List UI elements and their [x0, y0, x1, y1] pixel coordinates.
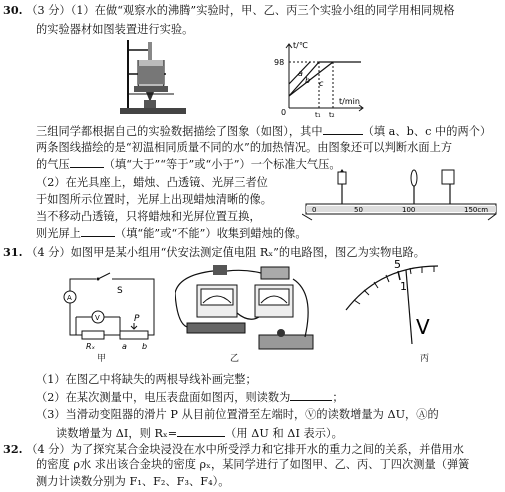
q32-line2: 的密度 ρ水 求出该合金块的密度 ρₓ，某同学进行了如图甲、乙、丙、丁四次测量（弹簧: [36, 458, 470, 471]
dial-unit-label: V: [416, 315, 430, 339]
q31-sub2-end: ；: [332, 391, 344, 404]
circuit-rx-label: Rₓ: [86, 342, 96, 351]
dial-number-5: 5: [394, 258, 401, 271]
q30-line9-start: 则光屏上: [36, 227, 81, 240]
q31-sub4-start: 读数增量为 ΔI，则 Rₓ=: [56, 427, 178, 440]
graph-line-a-label: a: [298, 69, 303, 78]
q30-line2: 的实验器材如图装置进行实验。: [36, 23, 194, 36]
fig-yi-label: 乙: [230, 354, 240, 364]
q30-line6: （2）在光具座上，蜡烛、凸透镜、光屏三者位: [36, 176, 268, 189]
graph-t2-label: t₂: [329, 111, 335, 118]
q30-line8: 当不移动凸透镜，只将蜡烛和光屏位置互换，: [36, 210, 261, 223]
circuit-switch-label: S: [117, 286, 123, 296]
graph-origin-label: 0: [281, 108, 287, 117]
bench-tick-100: 100: [402, 206, 416, 214]
circuit-ammeter-label: A: [67, 294, 72, 302]
graph-y-axis-label: t/℃: [293, 41, 308, 50]
q30-line9: [36, 226, 307, 241]
q30-line5: [36, 157, 341, 172]
q30-blank-image[interactable]: [81, 226, 115, 237]
graph-y-98-label: 98: [274, 58, 285, 67]
q32-line3: 测力计读数分别为 F₁、F₂、F₃、F₄）。: [36, 475, 230, 488]
q31-blank-rx[interactable]: [177, 426, 225, 437]
q30-line9-end: （填“能”或“不能”）收集到蜡烛的像。: [114, 227, 307, 240]
graph-line-c-label: c: [319, 79, 324, 88]
q31-blank-reading[interactable]: [290, 390, 332, 401]
q31-number: 31.: [3, 245, 23, 259]
graph-t1-label: t₁: [315, 111, 321, 118]
q30-line3-start: 三组同学都根据自己的实验数据描绘了图象（如图），其中: [36, 125, 323, 138]
q31-sub4: [56, 426, 343, 441]
q31-line1-text: （4 分）如图甲是某小组用“伏安法测定值电阻 Rₓ”的电路图，图乙为实物电路。: [26, 246, 426, 259]
circuit-terminal-a-label: a: [122, 342, 127, 351]
q30-line7: 于如图所示位置时，光屏上出现蜡烛清晰的像。: [36, 193, 272, 206]
q30-line5-start: 的气压: [36, 158, 70, 171]
q31-sub2: [36, 390, 344, 405]
circuit-voltmeter-label: V: [95, 314, 100, 322]
voltmeter-dial-bing: [340, 258, 450, 358]
q30-line1-text: （3 分）（1）在做“观察水的沸腾”实验时，甲、乙、丙三个实验小组的同学用相同规格: [26, 4, 455, 17]
graph-line-b-label: b: [305, 76, 311, 85]
circuit-slider-label: P: [134, 314, 140, 324]
circuit-terminal-b-label: b: [142, 342, 148, 351]
q30-number: 30.: [3, 3, 23, 17]
q31-sub3: （3）当滑动变阻器的滑片 P 从目前位置滑至左端时，Ⓥ的读数增量为 ΔU，Ⓐ的: [36, 408, 439, 421]
q32-line1: [3, 442, 464, 457]
optical-bench-figure: [302, 168, 502, 224]
physical-circuit-yi: [175, 263, 320, 355]
temperature-time-graph: [273, 40, 368, 118]
bench-tick-150: 150cm: [464, 206, 489, 214]
q30-blank-lines[interactable]: [323, 124, 363, 135]
bench-tick-0: 0: [312, 206, 317, 214]
q32-line1-text: （4 分）为了探究某合金块浸没在水中所受浮力和它排开水的重力之间的关系，并借用水: [26, 443, 465, 456]
q30-line1: [3, 3, 455, 18]
q32-number: 32.: [3, 442, 23, 456]
q30-line5-end: （填“大于”“等于”或“小于”）一个标准大气压。: [103, 158, 341, 171]
graph-x-axis-label: t/min: [339, 97, 360, 106]
circuit-diagram-jia: [60, 265, 165, 355]
fig-bing-label: 丙: [420, 354, 430, 364]
q31-sub1: （1）在图乙中将缺失的两根导线补画完整；: [36, 373, 257, 386]
boiling-apparatus-figure: [118, 36, 193, 118]
q30-blank-pressure[interactable]: [70, 157, 104, 168]
q31-sub2-start: （2）在某次测量中，电压表盘面如图丙，则读数为: [36, 391, 291, 404]
q30-line3: [36, 124, 491, 139]
q31-sub4-end: （用 ΔU 和 ΔI 表示）。: [225, 427, 343, 440]
dial-number-1: 1: [400, 280, 407, 293]
q30-line4: 两条图线描绘的是“初温相同质量不同的水”的加热情况。由图象还可以判断水面上方: [36, 141, 453, 154]
bench-tick-50: 50: [354, 206, 363, 214]
q30-line3-end: （填 a、b、c 中的两个）: [362, 125, 492, 138]
fig-jia-label: 甲: [97, 354, 107, 364]
